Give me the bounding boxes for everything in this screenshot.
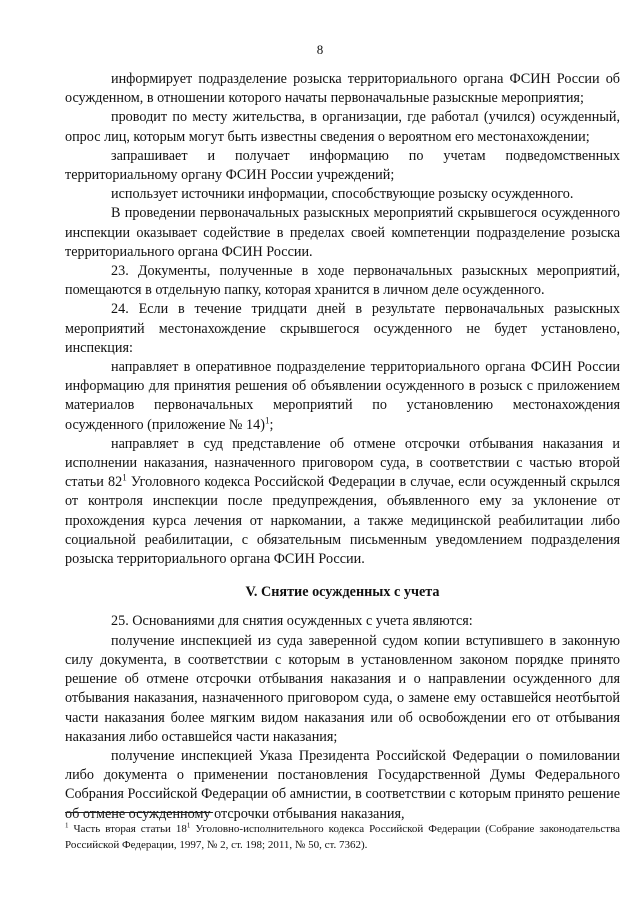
paragraph-text: направляет в суд представление об отмене отсрочки отбывания наказания и исполнении наказания, назначенного приговором суда, в соответствии с частью второй статьи 82	[65, 435, 620, 491]
paragraph-court-submission	[65, 435, 620, 569]
paragraph-text: Уголовного кодекса Российской Федерации в случае, если осужденный скрылся от контроля инспекции после предупреждения, объявленного ему за уклонение от прохождения курса лечения от наркомании, а также медицинской реабилитации либо социальной реабилитации, с обязательным письменным уведомлением подразделения розыска территориального органа ФСИН России.	[65, 474, 620, 568]
article-superscript: 1	[186, 821, 191, 830]
paragraph-text: направляет в оперативное подразделение территориального органа ФСИН России информацию для принятия решения об объявлении осужденного в розыск с приложением материалов первоначальных мероприятий по установлению местонахождения осужденного (приложение № 14)	[65, 359, 620, 433]
paragraph: 25. Основаниями для снятия осужденных с учета являются:	[111, 613, 473, 630]
paragraph: проводит по месту жительства, в организации, где работал (учился) осужденный, опрос лиц, которым могут быть известны сведения о вероятном его местонахождении;	[65, 109, 620, 145]
paragraph: В проведении первоначальных разыскных мероприятий скрывшегося осужденного инспекции оказывает содействие в пределах своей компетенции подразделение розыска территориального органа ФСИН России.	[65, 205, 620, 260]
paragraph: получение инспекцией Указа Президента Российской Федерации о помиловании либо документа о применении постановления Государственной Думы Федерального Собрания Российской Федерации об амнистии, в соответствии с которым принято решение об отмене осужденному отсрочки отбывания наказания,	[65, 747, 620, 822]
body-text	[65, 70, 620, 824]
paragraph: запрашивает и получает информацию по учетам подведомственных территориальному органу ФСИН России учреждений;	[65, 147, 620, 184]
paragraph-search-referral	[65, 358, 620, 435]
footnote-text: Уголовно-исполнительного кодекса Российской Федерации (Собрание законодательства Российской Федерации, 1997, № 2, ст. 198; 2011, № 50, ст. 7362).	[65, 823, 620, 851]
paragraph: информирует подразделение розыска территориального органа ФСИН России об осужденном, в отношении которого начаты первоначальные разыскные мероприятия;	[65, 71, 620, 107]
footnote-divider	[65, 812, 213, 813]
footnote	[65, 822, 620, 853]
section-title: V. Снятие осужденных с учета	[245, 584, 440, 601]
footnote-marker: 1	[65, 821, 69, 830]
footnote-text: Часть вторая статьи 18	[68, 823, 187, 835]
article-superscript: 1	[122, 472, 127, 483]
paragraph: получение инспекцией из суда заверенной судом копии вступившего в законную силу документа, в соответствии с которым в установленном законом порядке принято решение об отмене отсрочки отбывания наказания и о направлении осужденного для отбывания наказания, назначенного приговором суда, о замене ему оставшейся неотбытой части наказания более мягким видом наказания или об освобождении его от отбывания наказания либо оставшейся части наказания;	[65, 632, 620, 745]
paragraph: 24. Если в течение тридцати дней в результате первоначальных разыскных мероприятий местонахождение скрывшегося осужденного не будет установлено, инспекция:	[65, 301, 620, 356]
footnote-ref: 1	[264, 414, 270, 425]
paragraph: 23. Документы, полученные в ходе первоначальных разыскных мероприятий, помещаются в отдельную папку, которая хранится в личном деле осужденного.	[65, 263, 620, 299]
paragraph-tail: ;	[269, 416, 274, 433]
paragraph: использует источники информации, способствующие розыску осужденного.	[111, 186, 574, 203]
page-number: 8	[316, 42, 324, 57]
